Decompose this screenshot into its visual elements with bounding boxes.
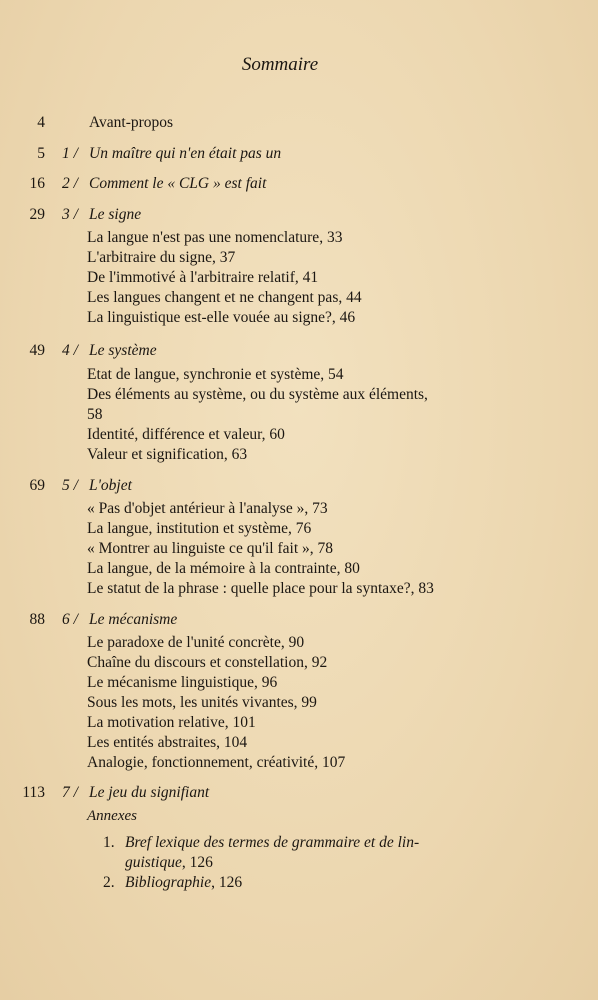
chapter-title: Comment le « CLG » est fait	[89, 175, 267, 192]
annex-item-1-cont	[125, 853, 213, 873]
section-entry: La langue, institution et système, 76	[87, 520, 312, 537]
section-entry: Les entités abstraites, 104	[87, 734, 248, 751]
entry-page-number: 16	[29, 175, 45, 192]
chapter-number: 3 /	[62, 206, 78, 223]
section-entry: Chaîne du discours et constellation, 92	[87, 654, 328, 671]
section-entry: Le statut de la phrase : quelle place pour la syntaxe?, 83	[87, 580, 434, 597]
section-entry: De l'immotivé à l'arbitraire relatif, 41	[87, 269, 319, 286]
chapter-title: Le signe	[89, 206, 142, 223]
annex-page: , 126	[181, 854, 213, 871]
section-entry: La langue, de la mémoire à la contrainte, 80	[87, 560, 360, 577]
entry-page-number: 88	[29, 611, 45, 628]
chapter-number: 7 /	[62, 784, 78, 801]
section-entry: L'arbitraire du signe, 37	[87, 249, 236, 266]
section-entry: Des éléments au système, ou du système aux éléments,	[87, 386, 428, 403]
entry-page-number: 113	[22, 784, 45, 801]
chapter-number: 5 /	[62, 477, 78, 494]
section-entry: La langue n'est pas une nomenclature, 33	[87, 229, 343, 246]
chapter-title: Le mécanisme	[89, 611, 178, 628]
section-entry: Etat de langue, synchronie et système, 54	[87, 366, 344, 383]
toc-entry-chapter-5	[0, 476, 598, 498]
chapter-number: 1 /	[62, 145, 78, 162]
section-entry: Sous les mots, les unités vivantes, 99	[87, 694, 317, 711]
chapter-number: 6 /	[62, 611, 78, 628]
entry-title: Avant-propos	[89, 114, 174, 131]
section-entry: « Pas d'objet antérieur à l'analyse », 73	[87, 500, 328, 517]
chapter-number: 4 /	[62, 342, 78, 359]
toc-entry-chapter-6	[0, 610, 598, 632]
entry-page-number: 69	[29, 477, 45, 494]
annex-title-line1: Bref lexique des termes de grammaire et de lin-	[125, 834, 420, 851]
section-entry: Les langues changent et ne changent pas, 44	[87, 289, 362, 306]
section-entry: Identité, différence et valeur, 60	[87, 426, 285, 443]
entry-page-number: 29	[29, 206, 45, 223]
toc-entry-chapter-4	[0, 341, 598, 363]
page-title: Sommaire	[241, 54, 319, 75]
toc-entry-chapter-3	[0, 205, 598, 227]
toc-entry-chapter-1	[0, 144, 598, 166]
section-entry: La motivation relative, 101	[87, 714, 256, 731]
section-entry: Valeur et signification, 63	[87, 446, 248, 463]
annexes-heading: Annexes	[87, 808, 137, 824]
annex-index: 1.	[103, 834, 115, 851]
section-entry: Le paradoxe de l'unité concrète, 90	[87, 634, 305, 651]
annex-title: Bibliographie	[125, 874, 212, 891]
annex-index: 2.	[103, 874, 115, 891]
toc-entry-chapter-7	[0, 783, 598, 805]
entry-page-number: 4	[37, 114, 45, 131]
annex-title-line2: guistique	[125, 854, 182, 871]
entry-page-number: 49	[29, 342, 45, 359]
chapter-title: L'objet	[89, 477, 132, 494]
annex-page: , 126	[211, 874, 243, 891]
chapter-title: Le système	[89, 342, 157, 359]
entry-page-number: 5	[37, 145, 45, 162]
section-entry: « Montrer au linguiste ce qu'il fait », 78	[87, 540, 334, 557]
chapter-title: Un maître qui n'en était pas un	[89, 145, 282, 162]
toc-entry-chapter-2	[0, 174, 598, 196]
chapter-number: 2 /	[62, 175, 78, 192]
section-entry: Le mécanisme linguistique, 96	[87, 674, 278, 691]
chapter-title: Le jeu du signifiant	[89, 784, 210, 801]
section-entry: Analogie, fonctionnement, créativité, 107	[87, 754, 346, 771]
section-entry: 58	[87, 406, 103, 423]
section-entry: La linguistique est-elle vouée au signe?, 46	[87, 309, 356, 326]
toc-entry-avant-propos	[0, 113, 598, 135]
